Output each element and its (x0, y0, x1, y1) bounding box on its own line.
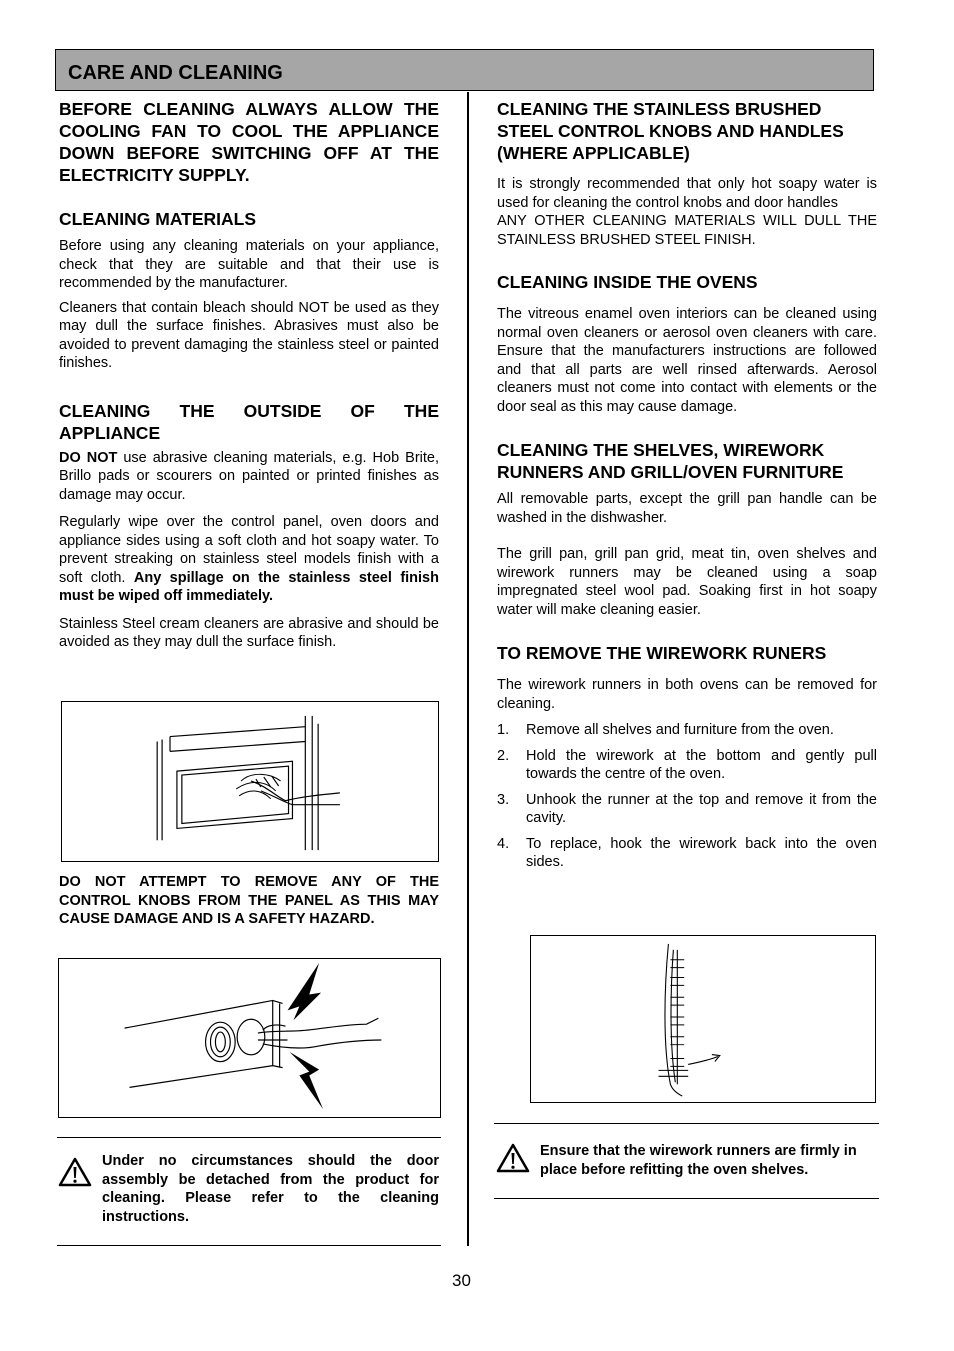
cleaning-shelves-heading: CLEANING THE SHELVES, WIREWORK RUNNERS AND GRILL/OVEN FURNITURE (497, 440, 844, 482)
column-divider (467, 92, 469, 1246)
control-knob-hazard-illustration (58, 958, 441, 1118)
spillage-emphasis: Any spillage on the stainless steel finish must be wiped off immediately. (59, 569, 439, 604)
stainless-steel-heading: CLEANING THE STAINLESS BRUSHED STEEL CONTROL KNOBS AND HANDLES (WHERE APPLICABLE) (497, 99, 844, 163)
runner-refit-warning-text: Ensure that the wirework runners are firmly in place before refitting the oven shelves. (540, 1143, 857, 1178)
right-column (497, 98, 877, 872)
outside-paragraph-2-text: Regularly wipe over the control panel, oven doors and appliance sides using a soft cloth and hot soapy water. To prevent streaking on stainless steel models finish with a soft cloth. (59, 514, 439, 586)
cleaning-materials-heading: CLEANING MATERIALS (59, 209, 257, 229)
materials-paragraph-1: Before using any cleaning materials on your appliance, check that they are suitable and that their use is recommended by the manufacturer. (59, 238, 439, 291)
outside-paragraph-1 (59, 449, 439, 505)
list-item: 3. Unhook the runner at the top and remove it from the cavity. (497, 791, 877, 826)
inside-paragraph: The vitreous enamel oven interiors can be cleaned using normal oven cleaners or aerosol oven cleaners with care. Ensure that the manufacturers instructions are followed and that all parts are well rinsed afterwards. Aerosol cleaners must not come into contact with elements or the door seal as this may cause damage. (497, 306, 877, 415)
knob-removal-warning: DO NOT ATTEMPT TO REMOVE ANY OF THE CONTROL KNOBS FROM THE PANEL AS THIS MAY CAUSE DAMAGE AND IS A SAFETY HAZARD. (59, 874, 439, 927)
list-item: 4. To replace, hook the wirework back into the oven sides. (497, 835, 877, 870)
wiping-door-illustration (61, 701, 439, 862)
do-not-emphasis: DO NOT (59, 449, 118, 466)
outside-paragraph-1-text: use abrasive cleaning materials, e.g. Hob Brite, Brillo pads or scourers on painted or printed finishes as damage may occur. (59, 449, 439, 503)
section-header (55, 49, 874, 91)
steel-paragraph-1: It is strongly recommended that only hot soapy water is used for cleaning the control knobs and door handles (497, 176, 877, 211)
runner-steps-list (497, 721, 877, 872)
runner-refit-warning (494, 1123, 879, 1199)
steel-paragraph-2: ANY OTHER CLEANING MATERIALS WILL DULL THE STAINLESS BRUSHED STEEL FINISH. (497, 213, 877, 248)
shelves-paragraph-1: All removable parts, except the grill pan handle can be washed in the dishwasher. (497, 491, 877, 526)
page-title: CARE AND CLEANING (68, 62, 283, 84)
warning-triangle-icon (496, 1143, 530, 1173)
wiping-door-drawing (62, 702, 438, 861)
wirework-runner-illustration (530, 935, 876, 1103)
outside-paragraph-3: Stainless Steel cream cleaners are abrasive and should be avoided as they may dull the surface finish. (59, 615, 439, 650)
runners-paragraph: The wirework runners in both ovens can be removed for cleaning. (497, 677, 877, 712)
cleaning-inside-heading: CLEANING INSIDE THE OVENS (497, 272, 758, 292)
warning-triangle-icon (58, 1157, 92, 1187)
remove-runners-heading: TO REMOVE THE WIREWORK RUNERS (497, 643, 827, 663)
door-detach-warning-text: Under no circumstances should the door assembly be detached from the product for cleaning. Please refer to the cleaning instructions. (102, 1153, 439, 1225)
materials-paragraph-2: Cleaners that contain bleach should NOT be used as they may dull the surface finishes. Abrasives must also be avoided to prevent damaging the stainless steel or painted finishes. (59, 299, 439, 371)
shelves-paragraph-2: The grill pan, grill pan grid, meat tin, oven shelves and wirework runners may be cleaned using a soap impregnated steel wool pad. Soaking first in hot soapy water will make cleaning easier. (497, 546, 877, 618)
cleaning-outside-heading: CLEANING THE OUTSIDE OF THE APPLIANCE (59, 400, 439, 443)
list-item: 2. Hold the wirework at the bottom and gently pull towards the centre of the oven. (497, 747, 877, 782)
left-column (59, 98, 439, 652)
intro-warning: BEFORE CLEANING ALWAYS ALLOW THE COOLING FAN TO COOL THE APPLIANCE DOWN BEFORE SWITCHING OFF AT THE ELECTRICITY SUPPLY. (59, 99, 439, 185)
list-item: 1. Remove all shelves and furniture from the oven. (497, 722, 834, 738)
page-number: 30 (452, 1271, 471, 1290)
wirework-runner-drawing (531, 936, 875, 1102)
outside-paragraph-2 (59, 513, 439, 606)
control-knob-drawing (59, 959, 440, 1117)
door-detach-warning (57, 1137, 441, 1246)
